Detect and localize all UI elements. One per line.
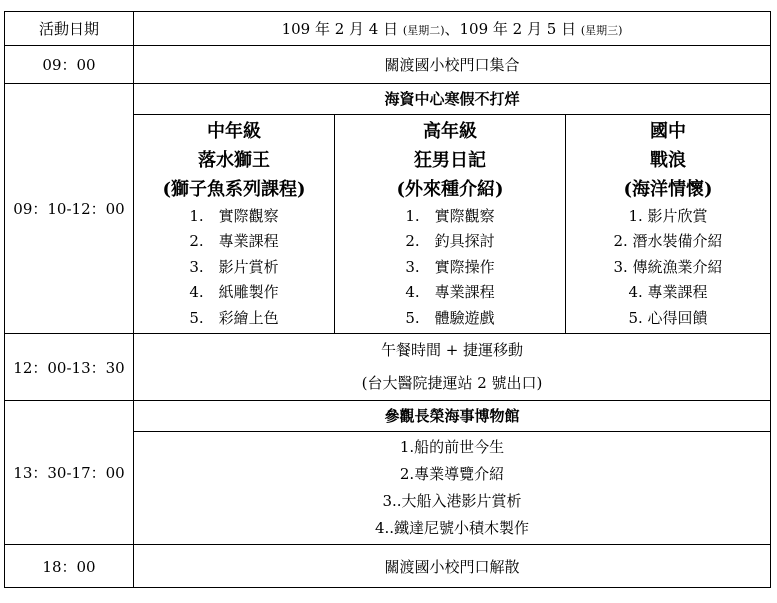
weekday-2: (星期三) [580,24,623,37]
afternoon-items-cell [134,432,771,545]
course-item: 2. 釣具探討 [405,232,495,251]
morning-time: 09：10-12：00 [13,200,125,218]
course-item: 4. 專業課程 [405,283,495,302]
course-item: 1. 實際觀察 [189,206,279,225]
afternoon-item: 2.專業導覽介紹 [399,465,505,483]
afternoon-time: 13：30-17：00 [13,464,125,482]
lunch-time-cell [5,334,134,401]
afternoon-item: 3..大船入港影片賞析 [382,492,522,510]
schedule-table [4,11,771,588]
course-item: 1. 實際觀察 [405,206,495,225]
course-item: 3. 影片賞析 [189,257,279,276]
gather-time: 09：00 [42,56,96,74]
course-col-middle-grade [134,115,335,334]
date-label-cell [5,12,134,46]
lunch-time: 12：00-13：30 [13,358,125,377]
dismiss-time: 18：00 [42,557,96,576]
course-item: 5. 彩繪上色 [189,308,279,327]
dismiss-row [5,545,771,588]
course-item: 1. 影片欣賞 [628,206,708,225]
afternoon-title: 參觀長榮海事博物館 [384,407,520,425]
course-item: 3. 實際操作 [405,257,495,276]
course-grade: 國中 [650,120,687,142]
course-title: 狂男日記 [414,149,486,171]
afternoon-title-row [5,401,771,432]
course-col-junior-high [566,115,771,334]
afternoon-item: 1.船的前世今生 [399,438,505,456]
date-1: 109 年 2 月 4 日 [281,20,399,38]
course-subtitle: (外來種介紹) [396,178,504,200]
course-item: 2. 專業課程 [189,232,279,251]
gather-text-cell [134,46,771,84]
afternoon-title-cell [134,401,771,432]
course-grade: 高年級 [423,120,477,142]
weekday-1: (星期二) [402,24,445,37]
afternoon-item: 4..鐵達尼號小積木製作 [374,519,530,537]
course-title: 落水獅王 [198,149,270,171]
course-items [134,204,334,332]
gather-row [5,46,771,84]
header-row [5,12,771,46]
morning-time-cell [5,84,134,334]
date-label: 活動日期 [38,20,99,38]
dismiss-time-cell [5,545,134,588]
date-2: 109 年 2 月 5 日 [459,20,577,38]
course-item: 2. 潛水裝備介紹 [613,232,723,251]
course-item: 3. 傳統漁業介紹 [613,257,723,276]
lunch-row [5,334,771,401]
course-col-high-grade [335,115,566,334]
gather-text: 關渡國小校門口集合 [384,56,520,74]
morning-title-cell [134,84,771,115]
course-items [335,204,565,332]
course-item: 4. 專業課程 [628,283,708,302]
date-value-cell [134,12,771,46]
course-item: 5. 體驗遊戲 [405,308,495,327]
morning-title: 海資中心寒假不打烊 [384,90,520,108]
course-title: 戰浪 [650,149,687,171]
course-grade: 中年級 [207,120,261,142]
course-subtitle: (獅子魚系列課程) [162,178,306,200]
morning-title-row [5,84,771,115]
course-item: 4. 紙雕製作 [189,283,279,302]
dismiss-text: 關渡國小校門口解散 [384,557,520,576]
lunch-line-1: 午餐時間 + 捷運移動 [380,341,524,359]
date-separator: 、 [444,20,460,38]
gather-time-cell [5,46,134,84]
lunch-text-cell [134,334,771,401]
course-items [566,204,770,332]
dismiss-text-cell [134,545,771,588]
afternoon-time-cell [5,401,134,545]
course-subtitle: (海洋情懷) [623,178,713,200]
course-item: 5. 心得回饋 [628,308,708,327]
lunch-line-2: (台大醫院捷運站 2 號出口) [361,374,543,392]
